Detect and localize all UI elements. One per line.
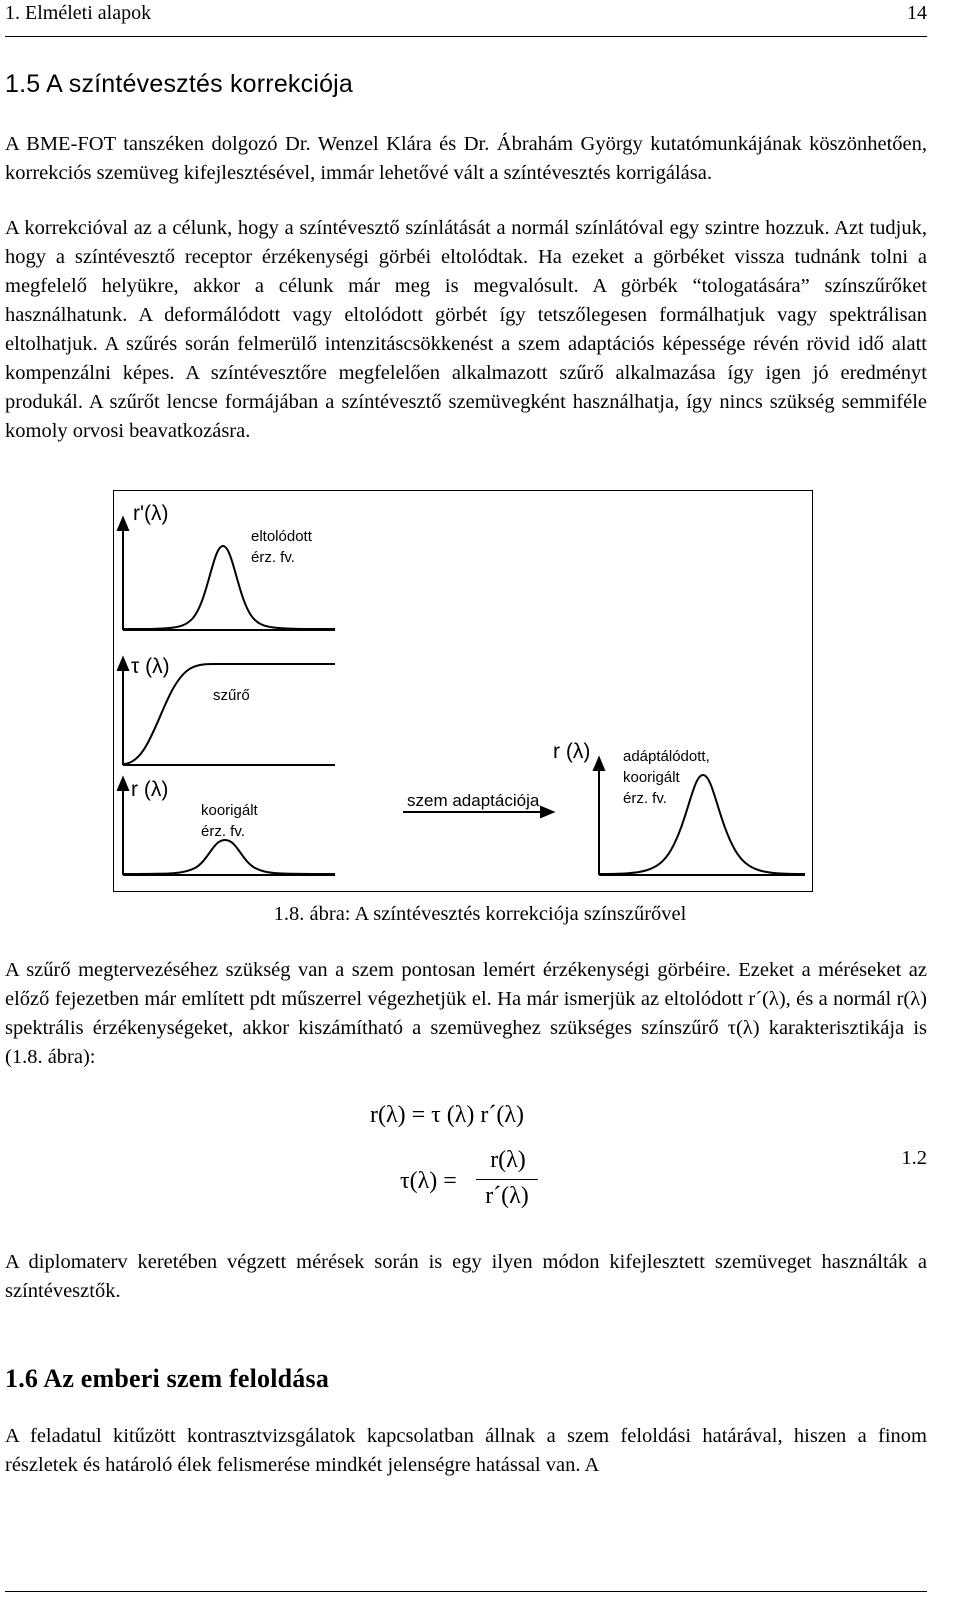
figure-caption: 1.8. ábra: A színtévesztés korrekciója színszűrővel bbox=[273, 903, 687, 925]
paragraph-resolution: A feladatul kitűzött kontrasztvizsgálatok kapcsolatban állnak a szem feloldási határával, hiszen a finom részletek és határoló élek felismerése mindkét jelenségre hatással van. A bbox=[5, 1425, 927, 1476]
label-r-right: r (λ) bbox=[553, 740, 591, 763]
correction-figure bbox=[113, 490, 813, 892]
chapter-title: 1. Elméleti alapok bbox=[5, 2, 152, 24]
paragraph-intro: A BME-FOT tanszéken dolgozó Dr. Wenzel Klára és Dr. Ábrahám György kutatómunkájának köszönhetően, korrekciós szemüveg kifejlesztésével, immár lehetővé vált a színtévesztés korrigálása. bbox=[5, 133, 927, 184]
equation-denominator: r´(λ) bbox=[485, 1183, 529, 1209]
section-title-1-6: 1.6 Az emberi szem feloldása bbox=[5, 1364, 330, 1393]
paragraph-diploma: A diplomaterv keretében végzett mérések során is egy ilyen módon kifejlesztett szemüveget használták a színtévesztők. bbox=[5, 1251, 927, 1302]
section-title-1-5: 1.5 A színtévesztés korrekciója bbox=[5, 70, 354, 98]
fraction-bar bbox=[476, 1179, 538, 1180]
label-corrected-1: koorigált bbox=[201, 802, 258, 819]
label-shifted-2: érz. fv. bbox=[251, 549, 295, 566]
label-r-prime: r'(λ) bbox=[133, 502, 169, 525]
equation-lhs: τ(λ) = bbox=[400, 1168, 457, 1194]
equation-numerator: r(λ) bbox=[490, 1147, 526, 1173]
page-number: 14 bbox=[907, 2, 927, 24]
label-adapted-3: érz. fv. bbox=[623, 790, 667, 807]
footer-rule bbox=[5, 1591, 927, 1592]
equation-number: 1.2 bbox=[901, 1147, 927, 1169]
label-r: r (λ) bbox=[131, 778, 169, 801]
paragraph-filter-design: A szűrő megtervezéséhez szükség van a szem pontosan lemért érzékenységi görbéire. Ezeket a méréseket az előző fejezetben már említett pdt műszerrel végezhetjük el. Ha már ismerjük az eltolódott r´(λ), és a normál r(λ) spektrális érzékenységeket, akkor kiszámítható a szemüveghez szükséges színszűrő τ(λ) karakterisztikája is (1.8. ábra): bbox=[5, 959, 927, 1068]
label-tau: τ (λ) bbox=[131, 655, 170, 678]
label-adaptation: szem adaptációja bbox=[407, 791, 540, 810]
label-adapted-1: adáptálódott, bbox=[623, 748, 710, 765]
header-rule bbox=[5, 36, 927, 37]
page-header bbox=[5, 0, 927, 40]
label-shifted-1: eltolódott bbox=[251, 528, 312, 545]
label-corrected-2: érz. fv. bbox=[201, 823, 245, 840]
paragraph-correction: A korrekcióval az a célunk, hogy a színtévesztő színlátását a normál színlátóval egy szintre hozzuk. Azt tudjuk, hogy a színtévesztő receptor érzékenységi görbéi eltolódtak. Ha ezeket a görbéket vissza tudnánk tolni a megfelelő helyükre, akkor a célunk már meg is megvalósult. A görbék “tologatására” színszűrőket használhatunk. A deformálódott vagy eltolódott görbét így tetszőlegesen formálhatjuk vagy spektrálisan eltolhatjuk. A szűrés során felmerülő intenzitáscsökkenést a szem adaptációs képessége révén rövid idő alatt kompenzálni képes. A színtévesztőre megfelelően alkalmazott szűrő alkalmazása így igen jó eredményt produkál. A szűrőt lencse formájában a színtévesztő szemüvegként használhatja, így nincs szükség semmiféle komoly orvosi beavatkozásra. bbox=[5, 217, 927, 442]
label-filter: szűrő bbox=[213, 687, 250, 704]
equation-line-1: r(λ) = τ (λ) r´(λ) bbox=[370, 1102, 525, 1128]
label-adapted-2: koorigált bbox=[623, 769, 680, 786]
